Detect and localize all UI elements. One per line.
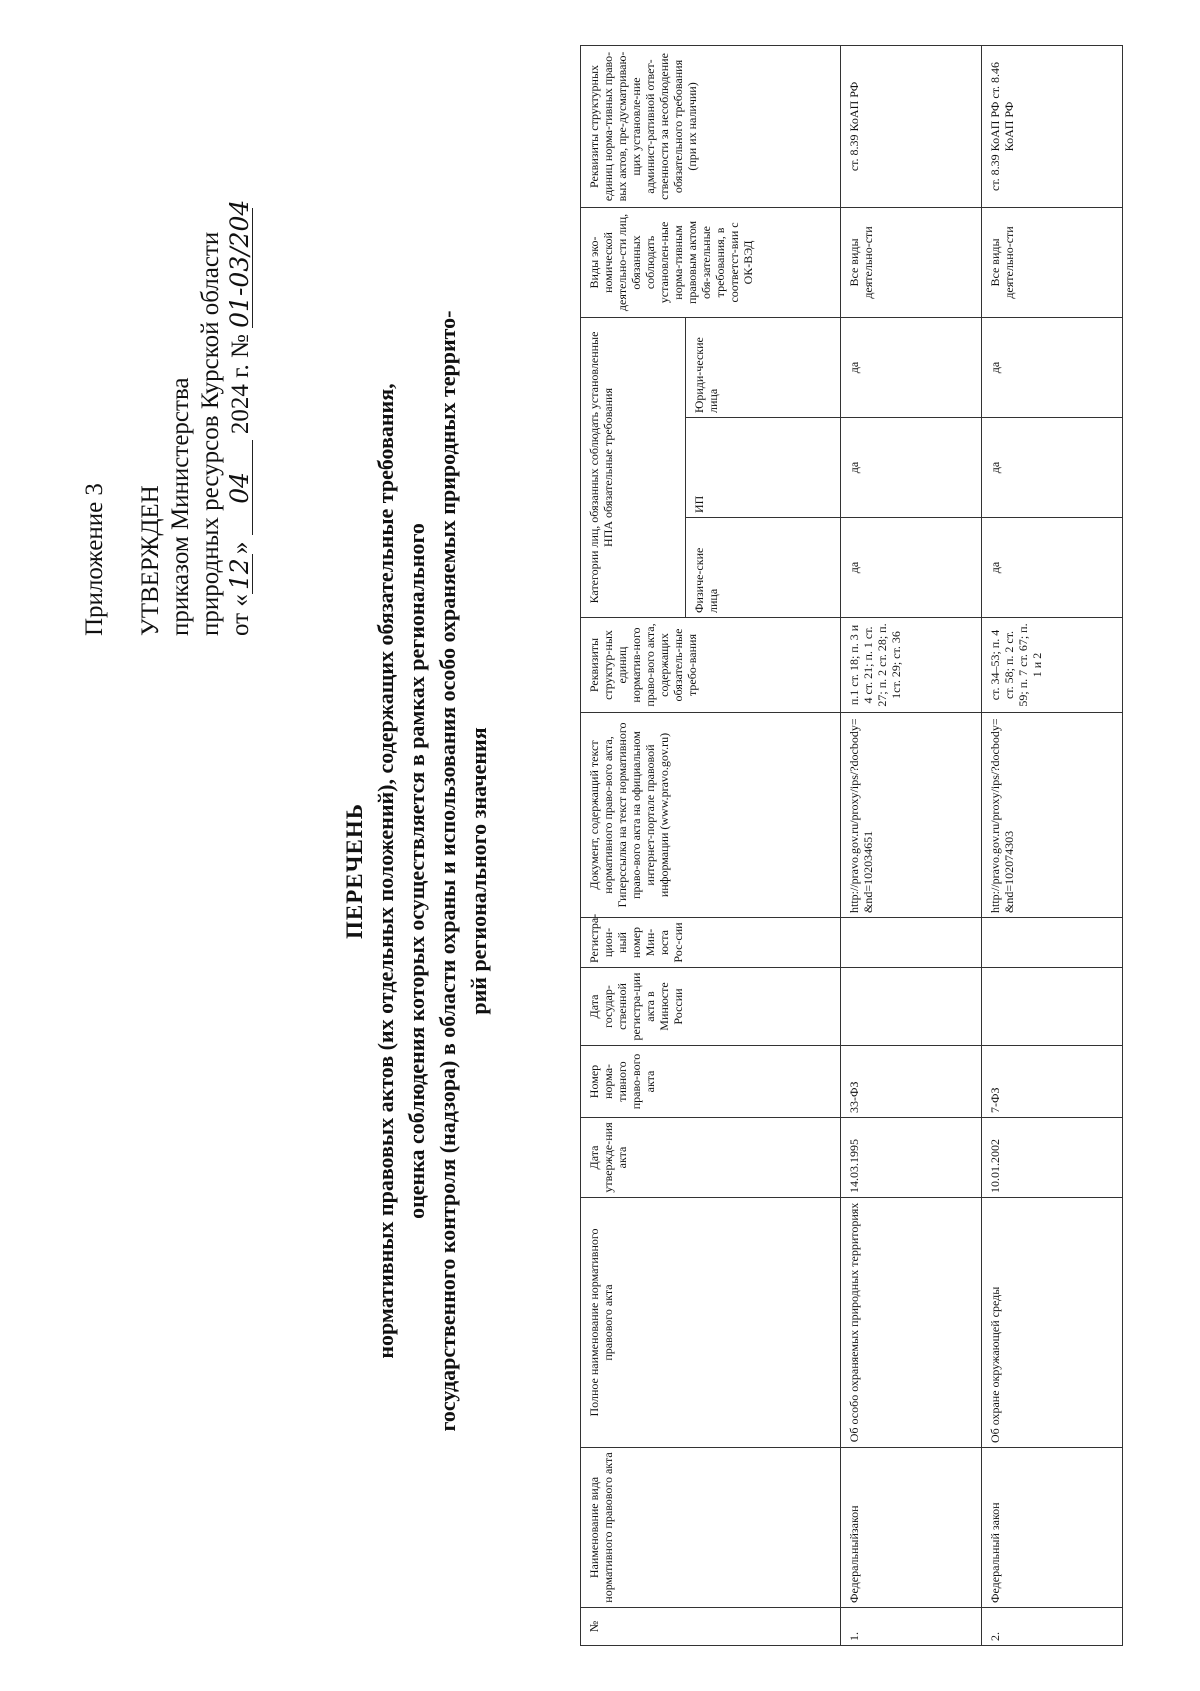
cell-full-name: Об охране окружающей среды bbox=[982, 1198, 1123, 1448]
cell-approval-date: 14.03.1995 bbox=[841, 1118, 982, 1198]
table-row bbox=[982, 45, 1123, 1645]
col-details: Реквизиты структур-ных единиц норматив-ного право-вого акта, содержащих обязатель-ные требо-вания bbox=[581, 618, 841, 713]
date-month: 04 bbox=[228, 440, 253, 535]
cell-okved: Все виды деятельно-сти bbox=[841, 207, 982, 317]
cell-reg-date bbox=[982, 968, 1123, 1046]
title-line-4: рий регионального значения bbox=[466, 727, 491, 1015]
cell-liability: ст. 8.39 КоАП РФ ст. 8.46 КоАП РФ bbox=[982, 45, 1123, 207]
appendix-label: Приложение 3 bbox=[81, 483, 108, 636]
date-day: 12 bbox=[228, 554, 253, 594]
approved-label: УТВЕРЖДЕН bbox=[137, 485, 164, 636]
col-categories: Категории лиц, обязанных соблюдать установленные НПА обязательные требования bbox=[581, 317, 686, 617]
date-year: 2024 г. № bbox=[227, 334, 254, 435]
cell-kind: Федеральныйзакон bbox=[841, 1448, 982, 1608]
order-number: 01-03/204 bbox=[225, 199, 254, 328]
order-line-1: приказом Министерства bbox=[167, 377, 194, 636]
col-approval-date: Дата утвержде-ния акта bbox=[581, 1118, 841, 1198]
cell-act-number: 33-ФЗ bbox=[841, 1046, 982, 1118]
cell-document-link[interactable]: http://pravo.gov.ru/proxy/ips/?docbody=&nd=102034651 bbox=[841, 713, 982, 918]
cell-individuals: да bbox=[841, 518, 982, 618]
cell-ip: да bbox=[982, 418, 1123, 518]
col-document: Документ, содержащий текст нормативного право-вого акта, Гиперссылка на текст нормативного право-вого акта на официальном интернет-портале правовой информации (www.pravo.gov.ru) bbox=[581, 713, 841, 918]
col-liability: Реквизиты структурных единиц норма-тивных право-вых актов, пре-дусматриваю-щих установле-ние админист-ративной ответ-ственности за несоблюдение обязательного требования (при их наличии) bbox=[581, 45, 841, 207]
col-reg-date: Дата государ-ственной регистра-ции акта в Минюсте России bbox=[581, 968, 841, 1046]
date-prefix: от « bbox=[227, 594, 254, 636]
cell-reg-date bbox=[841, 968, 982, 1046]
cell-legal: да bbox=[841, 317, 982, 417]
cell-act-number: 7-ФЗ bbox=[982, 1046, 1123, 1118]
col-okved: Виды эко-номической деятельно-сти лиц, обязанных соблюдать установлен-ные норма-тивным правовым актом обя-зательные требования, в соответст-вии с ОК-ВЭД bbox=[581, 207, 841, 317]
cell-approval-date: 10.01.2002 bbox=[982, 1118, 1123, 1198]
cell-document-link[interactable]: http://pravo.gov.ru/proxy/ips/?docbody=&nd=102074303 bbox=[982, 713, 1123, 918]
cell-details: п.1 ст. 18; п. 3 и 4 ст. 21; п. 1 ст. 27; п. 2 ст. 28; п. 1ст. 29; ст. 36 bbox=[841, 618, 982, 713]
col-act-number: Номер норма-тивного право-вого акта bbox=[581, 1046, 841, 1118]
col-reg-number: Регистра-цион-ный номер Мин-юста Рос-сии bbox=[581, 918, 841, 968]
table-header-row bbox=[581, 45, 686, 1645]
requirements-table bbox=[580, 45, 1123, 1646]
cell-liability: ст. 8.39 КоАП РФ bbox=[841, 45, 982, 207]
cell-reg-number bbox=[982, 918, 1123, 968]
cell-full-name: Об особо охраняемых природных территориях bbox=[841, 1198, 982, 1448]
cell-num: 2. bbox=[982, 1608, 1123, 1646]
col-cat-individuals: Физиче-ские лица bbox=[686, 518, 841, 618]
col-cat-legal: Юриди-ческие лица bbox=[686, 317, 841, 417]
approval-block bbox=[80, 76, 256, 636]
title-line-2: оценка соблюдения которых осуществляется в рамках регионального bbox=[404, 523, 429, 1219]
col-full-name: Полное наименование нормативного правового акта bbox=[581, 1198, 841, 1448]
cell-ip: да bbox=[841, 418, 982, 518]
order-date-line bbox=[226, 76, 256, 636]
title-line-3: государственного контроля (надзора) в области охраны и использования особо охраняемых природных террито- bbox=[435, 310, 460, 1432]
title-main: ПЕРЕЧЕНЬ bbox=[342, 803, 367, 939]
table-row bbox=[841, 45, 982, 1645]
cell-kind: Федеральный закон bbox=[982, 1448, 1123, 1608]
cell-legal: да bbox=[982, 317, 1123, 417]
col-kind: Наименование вида нормативного правового акта bbox=[581, 1448, 841, 1608]
cell-okved: Все виды деятельно-сти bbox=[982, 207, 1123, 317]
col-cat-ip: ИП bbox=[686, 418, 841, 518]
order-line-2: природных ресурсов Курской области bbox=[197, 231, 224, 636]
cell-reg-number bbox=[841, 918, 982, 968]
title-line-1: нормативных правовых актов (их отдельных положений), содержащих обязательные требования, bbox=[373, 383, 398, 1359]
cell-individuals: да bbox=[982, 518, 1123, 618]
cell-num: 1. bbox=[841, 1608, 982, 1646]
col-num: № bbox=[581, 1608, 841, 1646]
cell-details: ст. 34–53; п. 4 ст. 58; п. 2 ст. 59; п. 7 ст. 67; п. 1 и 2 bbox=[982, 618, 1123, 713]
document-title bbox=[340, 111, 494, 1631]
date-mid: » bbox=[227, 541, 254, 555]
